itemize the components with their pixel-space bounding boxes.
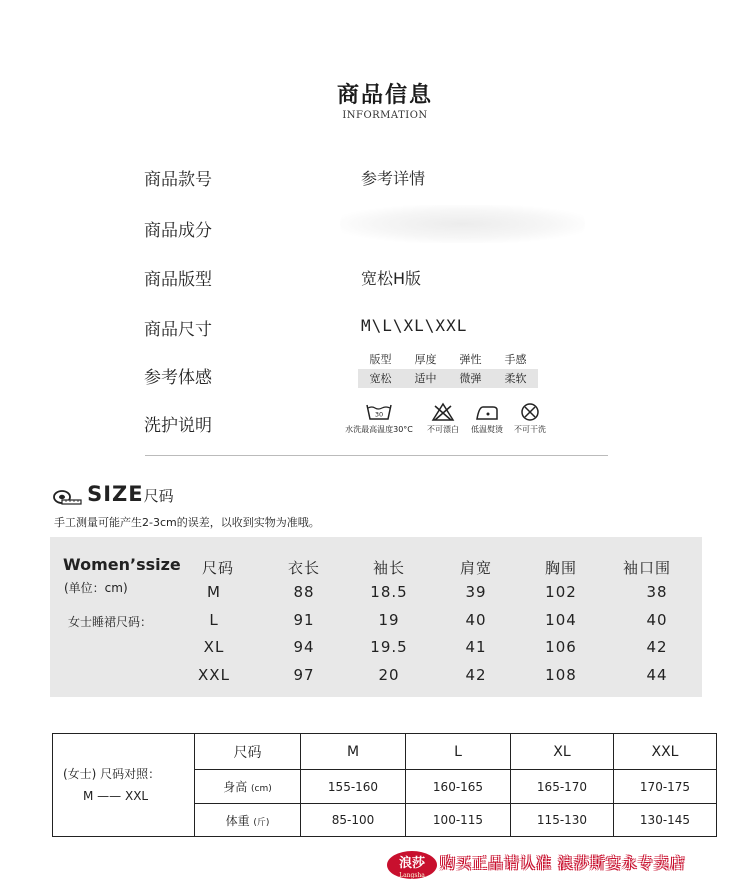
size-cell: 106 — [545, 638, 577, 656]
size-cell: 19 — [378, 611, 400, 629]
size-chart-panel — [50, 537, 702, 697]
size-cell: 41 — [465, 638, 487, 656]
size-cell: 40 — [646, 611, 668, 629]
feel-value: 微弹 — [459, 372, 482, 385]
feel-value: 适中 — [414, 372, 437, 385]
height-cell: 165-170 — [511, 770, 614, 804]
page-title: 商品信息 — [336, 83, 433, 108]
size-cell: L — [209, 611, 219, 629]
size-cell: 38 — [646, 583, 668, 601]
wash-30-icon — [365, 402, 393, 422]
size-value: M\L\XL\XXL — [361, 316, 468, 335]
size-chart-title: Women’ssize — [63, 555, 181, 574]
column-header: 袖口围 — [622, 559, 671, 577]
height-row-label — [195, 770, 301, 804]
size-heading — [52, 482, 174, 506]
height-cell: 155-160 — [301, 770, 406, 804]
style-no-value: 参考详情 — [361, 169, 426, 188]
feel-grid — [358, 350, 538, 388]
reference-label-line1: (女士) 尺码对照： — [63, 767, 161, 781]
weight-cell: 130-145 — [614, 804, 717, 837]
size-label: 商品尺寸 — [144, 320, 212, 340]
feel-header: 弹性 — [459, 353, 482, 366]
column-header: 肩宽 — [459, 559, 492, 577]
weight-cell: 85-100 — [301, 804, 406, 837]
column-header: 尺码 — [201, 559, 234, 577]
brand-logo — [387, 851, 437, 879]
section-divider — [145, 455, 608, 456]
size-cell: 40 — [465, 611, 487, 629]
height-cell: 170-175 — [614, 770, 717, 804]
column-header: 胸围 — [544, 559, 577, 577]
feel-value: 宽松 — [369, 372, 392, 385]
weight-cell: 115-130 — [511, 804, 614, 837]
height-label: 身高 — [223, 780, 248, 794]
reference-header: L — [406, 734, 511, 770]
material-label: 商品成分 — [144, 221, 212, 241]
weight-row-label — [195, 804, 301, 837]
reference-header: XXL — [614, 734, 717, 770]
size-cell: XXL — [198, 666, 230, 684]
size-cell: 94 — [293, 638, 315, 656]
size-cell: 88 — [293, 583, 315, 601]
size-cell: 91 — [293, 611, 315, 629]
size-chart-unit: (单位：cm) — [64, 581, 128, 595]
size-cell: 44 — [646, 666, 668, 684]
size-cell: 19.5 — [370, 638, 408, 656]
page-subtitle: INFORMATION — [342, 110, 428, 121]
size-cell: M — [207, 583, 221, 601]
height-unit: (cm) — [251, 784, 272, 794]
size-cell: 20 — [378, 666, 400, 684]
wash-temp-text: 30 — [374, 410, 384, 419]
care-caption: 不可漂白 — [427, 425, 459, 434]
feel-header: 手感 — [504, 353, 527, 366]
measurement-note: 手工测量可能产生2-3cm的误差，以收到实物为准哦。 — [54, 516, 320, 529]
style-no-label: 商品款号 — [144, 170, 212, 190]
size-cn: 尺码 — [143, 487, 174, 505]
care-item-wash — [343, 402, 415, 435]
tape-measure-icon — [52, 488, 82, 506]
size-cell: 97 — [293, 666, 315, 684]
size-cell: 42 — [646, 638, 668, 656]
fit-label: 商品版型 — [144, 270, 212, 290]
care-label: 洗护说明 — [144, 416, 212, 436]
authentic-store-notice: 购买正品请认准 浪莎斯宴永专卖店 — [440, 854, 686, 872]
reference-label-cell — [53, 734, 195, 837]
care-item-dryclean — [500, 402, 560, 435]
size-cell: 104 — [545, 611, 577, 629]
reference-label-line2: M —— XXL — [83, 789, 149, 803]
column-header: 袖长 — [372, 559, 405, 577]
size-cell: 39 — [465, 583, 487, 601]
material-value-blurred — [340, 205, 585, 243]
height-cell: 160-165 — [406, 770, 511, 804]
size-word: SIZE — [87, 482, 144, 506]
feel-header: 厚度 — [414, 353, 437, 366]
weight-cell: 100-115 — [406, 804, 511, 837]
care-caption: 不可干洗 — [514, 425, 546, 434]
size-cell: 108 — [545, 666, 577, 684]
feel-value-row — [358, 369, 538, 388]
care-caption: 低温熨烫 — [471, 425, 503, 434]
reference-header: M — [301, 734, 406, 770]
fit-value: 宽松H版 — [361, 269, 422, 288]
feel-header-row — [358, 350, 538, 369]
size-cell: 42 — [465, 666, 487, 684]
feel-value: 柔软 — [504, 372, 527, 385]
size-chart-caption: 女士睡裙尺码： — [68, 615, 153, 629]
size-reference-table — [52, 733, 717, 837]
feel-header: 版型 — [369, 353, 392, 366]
brand-logo-text: 浪莎 — [398, 856, 425, 871]
reference-header: XL — [511, 734, 614, 770]
weight-label: 体重 — [225, 813, 250, 828]
feel-label: 参考体感 — [144, 368, 212, 388]
reference-header: 尺码 — [195, 734, 301, 770]
weight-unit: (斤) — [253, 817, 270, 828]
size-cell: 18.5 — [370, 583, 408, 601]
low-iron-icon — [474, 402, 500, 422]
no-bleach-icon — [431, 402, 455, 422]
no-dryclean-icon — [519, 402, 541, 422]
column-header: 衣长 — [287, 559, 320, 577]
size-cell: XL — [203, 638, 225, 656]
brand-logo-sub: Langsha — [399, 872, 425, 879]
size-cell: 102 — [545, 583, 577, 601]
care-caption: 水洗最高温度30°C — [345, 425, 413, 434]
